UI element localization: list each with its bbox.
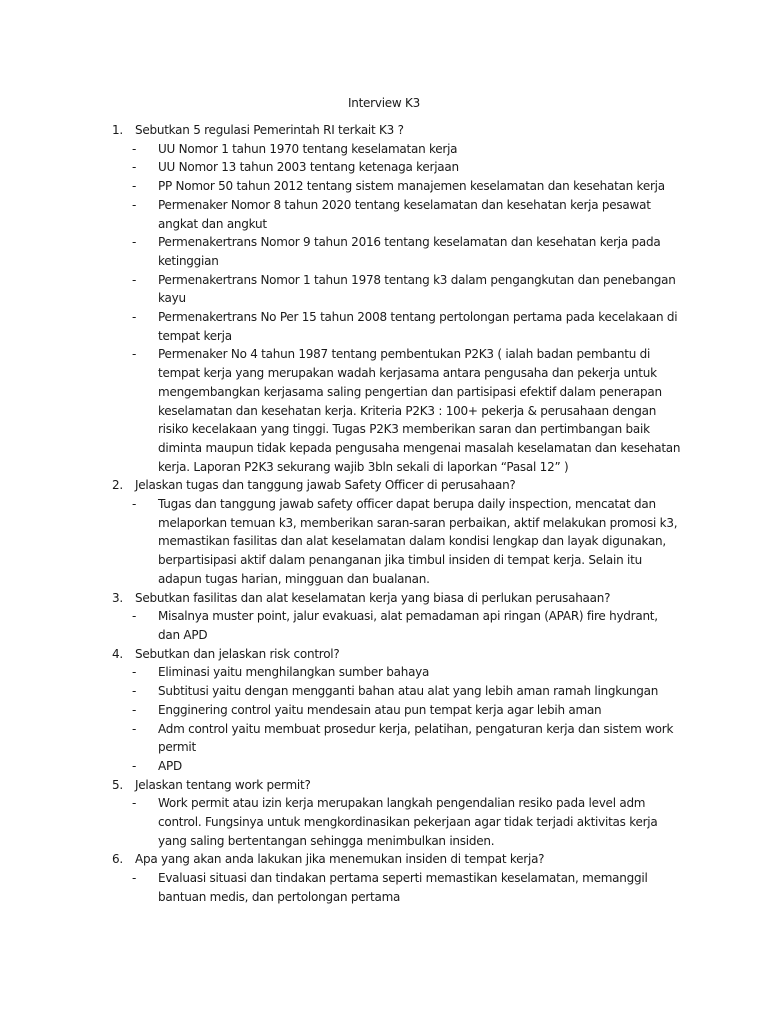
question-item xyxy=(112,850,682,906)
answer-text: Permenaker No 4 tahun 1987 tentang pembentukan P2K3 ( ialah badan pembantu di tempat kerja yang merupakan wadah kerjasama antara pengusaha dan pekerja untuk mengembangkan kerjasama saling pengertian dan partisipasi efektif dalam penerapan keselamatan dan kesehatan kerja. Kriteria P2K3 : 100+ pekerja & perusahaan dengan risiko kecelakaan yang tinggi. Tugas P2K3 memberikan saran dan pertimbangan baik diminta maupun tidak kepada pengusaha mengenai masalah keselamatan dan kesehatan kerja. Laporan P2K3 sekurang wajib 3bln sekali di laporkan “Pasal 12” ) xyxy=(158,347,681,474)
answer-text: Eliminasi yaitu menghilangkan sumber bahaya xyxy=(158,665,430,680)
question-line xyxy=(112,850,682,869)
question-list xyxy=(112,121,682,907)
dash-bullet: - xyxy=(132,665,137,680)
dash-bullet: - xyxy=(132,141,137,156)
answer-text: Adm control yaitu membuat prosedur kerja, pelatihan, pengaturan kerja dan sistem work permit xyxy=(158,721,674,755)
answer-item xyxy=(112,308,682,345)
question-item xyxy=(112,776,682,851)
answer-item xyxy=(112,345,682,476)
dash-bullet: - xyxy=(132,272,137,287)
answer-text: Engginering control yaitu mendesain atau pun tempat kerja agar lebih aman xyxy=(158,702,602,717)
answer-item xyxy=(112,869,682,906)
answer-text: Tugas dan tanggung jawab safety officer dapat berupa daily inspection, mencatat dan melaporkan temuan k3, memberikan saran-saran perbaikan, aktif melakukan promosi k3, memastikan fasilitas dan alat keselamatan dalam kondisi lengkap dan layak digunakan, berpartisipasi aktif dalam penanganan jika timbul insiden di tempat kerja. Selain itu adapun tugas harian, mingguan dan bualanan. xyxy=(158,497,678,586)
answer-item xyxy=(112,158,682,177)
answer-item xyxy=(112,196,682,233)
question-line xyxy=(112,121,682,140)
question-line xyxy=(112,589,682,608)
question-item xyxy=(112,589,682,645)
dash-bullet: - xyxy=(132,197,137,212)
dash-bullet: - xyxy=(132,871,137,886)
question-text: Jelaskan tentang work permit? xyxy=(135,777,311,792)
question-number: 2. xyxy=(112,478,123,493)
dash-bullet: - xyxy=(132,758,137,773)
answer-list xyxy=(112,495,682,589)
answer-text: Subtitusi yaitu dengan mengganti bahan atau alat yang lebih aman ramah lingkungan xyxy=(158,684,659,699)
dash-bullet: - xyxy=(132,179,137,194)
answer-list xyxy=(112,140,682,477)
answer-text: Misalnya muster point, jalur evakuasi, alat pemadaman api ringan (APAR) fire hydrant, dan APD xyxy=(158,609,658,642)
question-text: Apa yang akan anda lakukan jika menemukan insiden di tempat kerja? xyxy=(135,852,545,867)
dash-bullet: - xyxy=(132,796,137,811)
dash-bullet: - xyxy=(132,721,137,736)
question-number: 3. xyxy=(112,590,123,605)
question-text: Sebutkan fasilitas dan alat keselamatan kerja yang biasa di perlukan perusahaan? xyxy=(135,590,611,605)
answer-text: Evaluasi situasi dan tindakan pertama seperti memastikan keselamatan, memanggil bantuan medis, dan pertolongan pertama xyxy=(158,871,648,904)
answer-item xyxy=(112,271,682,308)
document-title: Interview K3 xyxy=(347,96,421,110)
question-text: Sebutkan 5 regulasi Pemerintah RI terkait K3 ? xyxy=(135,123,404,137)
question-item xyxy=(112,121,682,476)
dash-bullet: - xyxy=(132,235,137,250)
answer-text: Permenakertrans Nomor 9 tahun 2016 tentang keselamatan dan kesehatan kerja pada ketinggian xyxy=(158,235,661,268)
dash-bullet: - xyxy=(132,609,137,624)
answer-list xyxy=(112,794,682,850)
dash-bullet: - xyxy=(132,160,137,175)
answer-text: Permenakertrans Nomor 1 tahun 1978 tentang k3 dalam pengangkutan dan penebangan kayu xyxy=(158,272,676,306)
question-text: Jelaskan tugas dan tanggung jawab Safety Officer di perusahaan? xyxy=(135,478,516,493)
answer-list xyxy=(112,607,682,644)
answer-text: APD xyxy=(158,758,182,773)
dash-bullet: - xyxy=(132,497,137,512)
question-line xyxy=(112,645,682,664)
question-item xyxy=(112,476,682,588)
answer-item xyxy=(112,663,682,682)
answer-item xyxy=(112,757,682,776)
question-number: 6. xyxy=(112,852,123,867)
answer-item xyxy=(112,495,682,589)
answer-item xyxy=(112,701,682,720)
question-number: 1. xyxy=(112,123,123,137)
question-text: Sebutkan dan jelaskan risk control? xyxy=(135,646,340,661)
answer-list xyxy=(112,869,682,906)
answer-text: Permenaker Nomor 8 tahun 2020 tentang keselamatan dan kesehatan kerja pesawat angkat dan angkut xyxy=(158,197,651,231)
dash-bullet: - xyxy=(132,347,137,362)
answer-text: Work permit atau izin kerja merupakan langkah pengendalian resiko pada level adm control. Fungsinya untuk mengkordinasikan pekerjaan agar tidak terjadi aktivitas kerja yang saling bertentangan sehingga menimbulkan insiden. xyxy=(158,796,658,848)
answer-item xyxy=(112,682,682,701)
answer-item xyxy=(112,794,682,850)
question-line xyxy=(112,476,682,495)
answer-item xyxy=(112,140,682,159)
answer-text: UU Nomor 1 tahun 1970 tentang keselamatan kerja xyxy=(158,141,458,156)
question-number: 5. xyxy=(112,777,123,792)
question-item xyxy=(112,645,682,776)
question-line xyxy=(112,776,682,795)
dash-bullet: - xyxy=(132,310,137,325)
dash-bullet: - xyxy=(132,702,137,717)
answer-item xyxy=(112,177,682,196)
answer-list xyxy=(112,663,682,775)
answer-text: PP Nomor 50 tahun 2012 tentang sistem manajemen keselamatan dan kesehatan kerja xyxy=(158,179,665,194)
answer-item xyxy=(112,720,682,757)
dash-bullet: - xyxy=(132,684,137,699)
answer-item xyxy=(112,233,682,270)
answer-text: UU Nomor 13 tahun 2003 tentang ketenaga kerjaan xyxy=(158,160,459,175)
answer-item xyxy=(112,607,682,644)
answer-text: Permenakertrans No Per 15 tahun 2008 tentang pertolongan pertama pada kecelakaan di tempat kerja xyxy=(158,310,678,343)
question-number: 4. xyxy=(112,646,123,661)
